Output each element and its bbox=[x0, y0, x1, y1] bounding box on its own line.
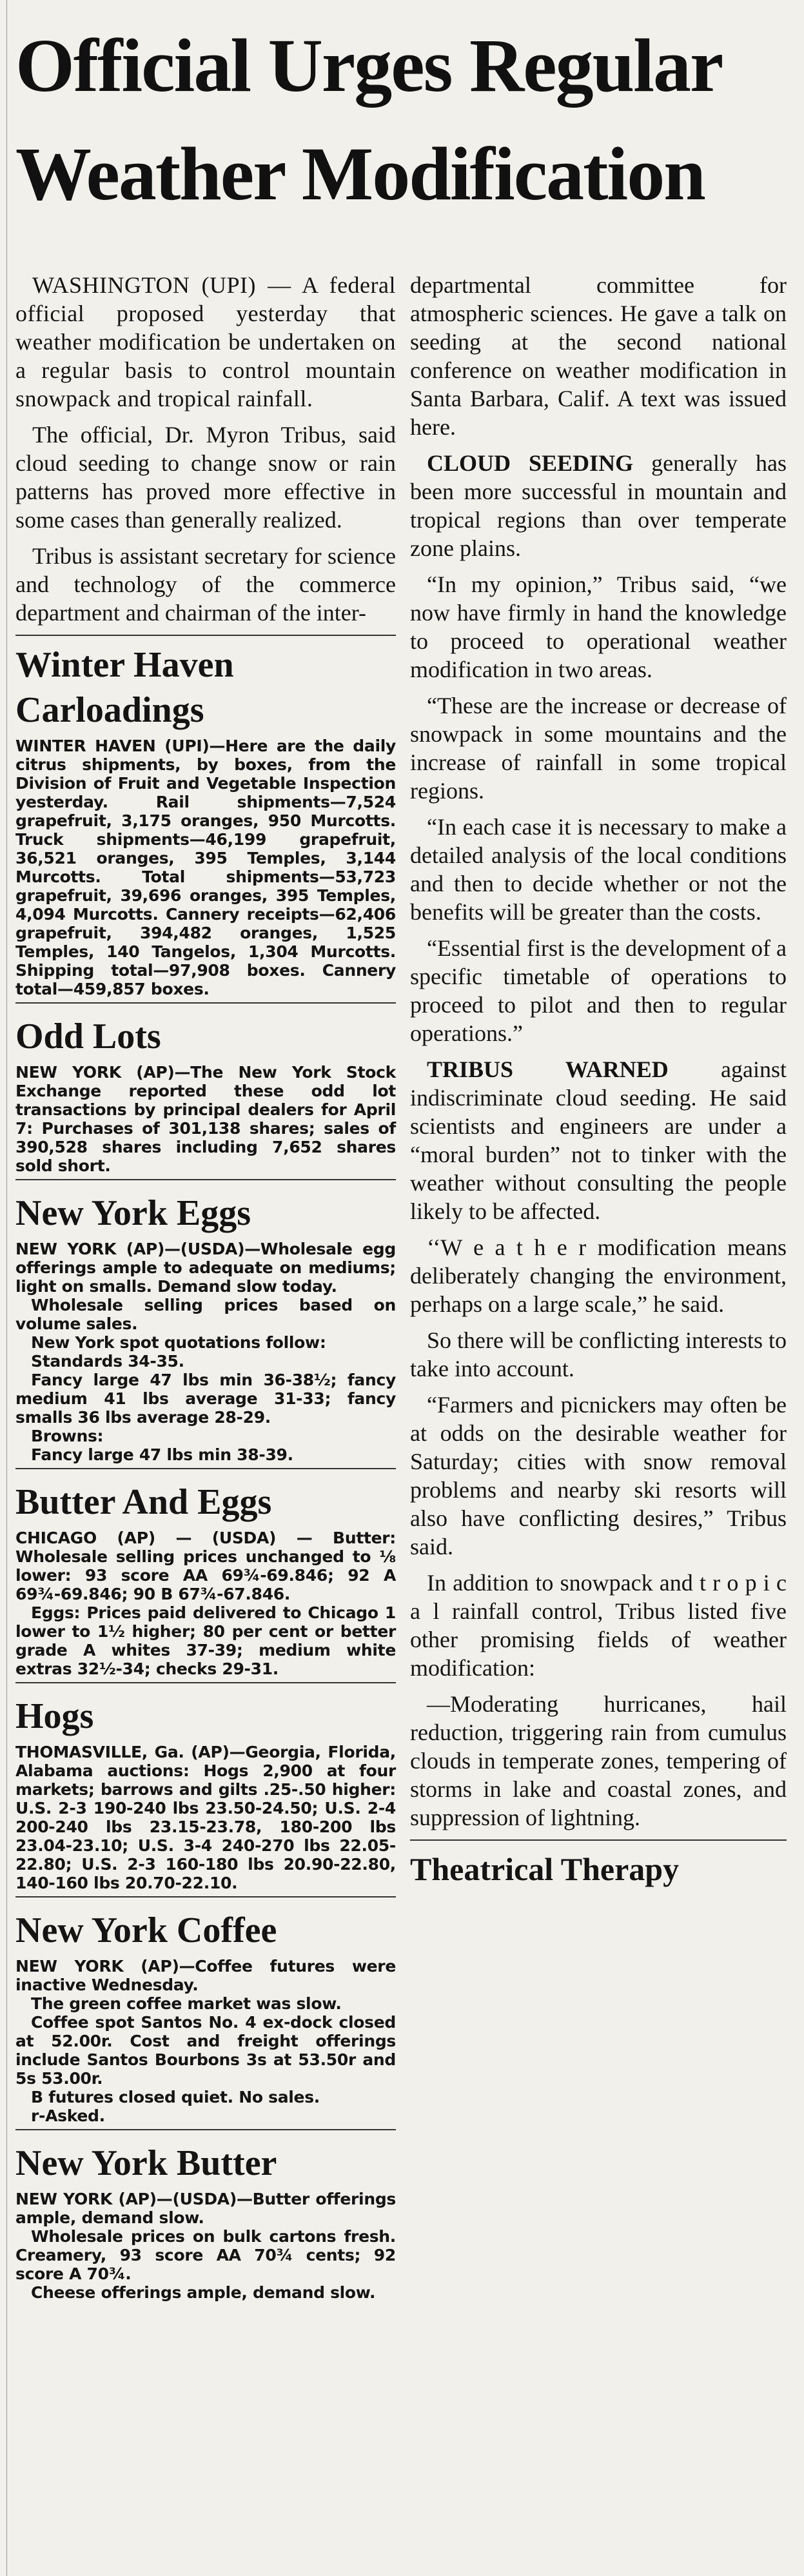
brief-title: Butter And Eggs bbox=[15, 1482, 272, 1522]
brief-section bbox=[15, 1480, 396, 1683]
brief-paragraph: THOMASVILLE, Ga. (AP)—Georgia, Florida, Alabama auctions: Hogs 2,900 at four markets; barrows and gilts .25-.50 higher: U.S. 2-3 190-240 lbs 23.50-24.50; U.S. 2-4 200-240 lbs 23.15-23.78, 180-200 lbs 23.04-23.10; U.S. 3-4 240-270 lbs 22.05-22.80; U.S. 2-3 160-180 lbs 20.90-22.80, 140-160 lbs 20.70-22.10. bbox=[15, 1743, 396, 1892]
section-divider bbox=[15, 635, 396, 636]
article-paragraph: The official, Dr. Myron Tribus, said cloud seeding to change snow or rain patterns has proved more effective in some cases than generally realized. bbox=[15, 422, 396, 533]
paragraph-text: generally has been more successful in mountain and tropical regions than over temperate zone plains. bbox=[410, 450, 787, 561]
brief-paragraph: Fancy large 47 lbs min 36-38½; fancy medium 41 lbs average 31-33; fancy smalls 36 lbs average 28-29. bbox=[15, 1371, 396, 1427]
brief-paragraph: NEW YORK (AP)—The New York Stock Exchange reported these odd lot transactions by principal dealers for April 7: Purchases of 301,138 shares; sales of 390,528 shares including 7,652 shares sold short. bbox=[15, 1063, 396, 1175]
paragraph-text: “Farmers and picnickers may often be at odds on the desirable weather for Saturday; cities with snow removal problems and nearby ski resorts will also have conflicting desires,” Tribus said. bbox=[410, 1392, 787, 1560]
brief-title: New York Butter bbox=[15, 2143, 277, 2183]
left-column bbox=[15, 271, 396, 2312]
brief-paragraph: WINTER HAVEN (UPI)—Here are the daily citrus shipments, by boxes, from the Division of Fruit and Vegetable Inspection yesterday. Rail shipments—7,524 grapefruit, 3,175 oranges, 950 Murcotts. Truck shipments—46,199 grapefruit, 36,521 oranges, 395 Temples, 3,144 Murcotts. Total shipments—53,723 grapefruit, 39,696 oranges, 395 Temples, 4,094 Murcotts. Cannery receipts—62,406 grapefruit, 394,482 oranges, 1,525 Temples, 140 Tangelos, 1,304 Murcotts. Shipping total—97,908 boxes. Cannery total—459,857 boxes. bbox=[15, 737, 396, 998]
headline-line-2: Weather Modification bbox=[15, 132, 705, 216]
paragraph-kicker: TRIBUS WARNED bbox=[427, 1056, 669, 1082]
brief-paragraph: Eggs: Prices paid delivered to Chicago 1 lower to 1½ higher; 80 per cent or better grade A whites 37-39; medium white extras 32½-34; checks 29-31. bbox=[15, 1603, 396, 1678]
brief-paragraph: NEW YORK (AP)—Coffee futures were inactive Wednesday. bbox=[15, 1957, 396, 1994]
section-divider bbox=[15, 1179, 396, 1180]
paragraph-text: “These are the increase or decrease of snowpack in some mountains and the increase of rainfall in some tropical regions. bbox=[410, 693, 787, 804]
section-divider bbox=[410, 1839, 787, 1841]
article-paragraph bbox=[410, 449, 787, 562]
article-paragraph bbox=[410, 1569, 787, 1682]
brief-paragraph: New York spot quotations follow: bbox=[31, 1333, 326, 1352]
brief-title: New York Coffee bbox=[15, 1910, 277, 1950]
brief-section bbox=[15, 1694, 396, 1897]
paragraph-text: In addition to snowpack and t r o p i c a l rainfall control, Tribus listed five other promising fields of weather modification: bbox=[410, 1570, 787, 1681]
brief-paragraph: NEW YORK (AP)—(USDA)—Butter offerings ample, demand slow. bbox=[15, 2190, 396, 2227]
section-divider bbox=[15, 1682, 396, 1683]
paragraph-text: —Moderating hurricanes, hail reduction, triggering rain from cumulus clouds in temperate zones, tempering of storms in lake and coastal zones, and suppression of lightning. bbox=[410, 1691, 787, 1830]
brief-paragraph: The green coffee market was slow. bbox=[31, 1994, 342, 2013]
brief-paragraph: B futures closed quiet. No sales. bbox=[31, 2088, 320, 2106]
brief-section bbox=[15, 1908, 396, 2130]
brief-title: Hogs bbox=[15, 1696, 94, 1736]
headline-line-1: Official Urges Regular bbox=[15, 23, 723, 108]
article-paragraph bbox=[410, 570, 787, 684]
market-briefs bbox=[15, 642, 396, 2302]
article-paragraph bbox=[410, 1326, 787, 1383]
paragraph-text: ‘‘W e a t h e r modification means deliberately changing the environment, perhaps on a large scale,” he said. bbox=[410, 1234, 787, 1317]
article-continuation bbox=[410, 271, 787, 1832]
brief-paragraph: NEW YORK (AP)—(USDA)—Wholesale egg offerings ample to adequate on mediums; light on smalls. Demand slow today. bbox=[15, 1240, 396, 1296]
brief-paragraph: Standards 34-35. bbox=[31, 1352, 184, 1371]
brief-paragraph: Browns: bbox=[31, 1427, 104, 1445]
brief-title: Odd Lots bbox=[15, 1016, 161, 1056]
brief-section bbox=[15, 2141, 396, 2302]
article-paragraph bbox=[410, 1391, 787, 1561]
article-paragraph bbox=[410, 691, 787, 805]
brief-paragraph: r-Asked. bbox=[31, 2106, 105, 2125]
section-divider bbox=[15, 1896, 396, 1897]
brief-paragraph: Cheese offerings ample, demand slow. bbox=[31, 2283, 376, 2302]
headline bbox=[15, 12, 789, 228]
paragraph-text: against indiscriminate cloud seeding. He said scientists and engineers are under a “moral burden” not to tinker with the weather without consulting the people likely to be affected. bbox=[410, 1056, 787, 1224]
article-paragraph: Tribus is assistant secretary for science and technology of the commerce department and chairman of the inter- bbox=[15, 543, 396, 626]
brief-section bbox=[15, 1191, 396, 1469]
article-paragraph bbox=[410, 1690, 787, 1832]
article-paragraph bbox=[410, 934, 787, 1047]
brief-paragraph: Coffee spot Santos No. 4 ex-dock closed at 52.00r. Cost and freight offerings include Santos Bourbons 3s at 53.50r and 5s 53.00r. bbox=[15, 2013, 396, 2088]
brief-paragraph: Wholesale prices on bulk cartons fresh. Creamery, 93 score AA 70¾ cents; 92 score A 70¾. bbox=[15, 2227, 396, 2283]
right-column bbox=[410, 271, 787, 1888]
paragraph-text: “In my opinion,” Tribus said, “we now have firmly in hand the knowledge to proceed to operational weather modification in two areas. bbox=[410, 571, 787, 682]
article-paragraph bbox=[410, 271, 787, 441]
paragraph-kicker: CLOUD SEEDING bbox=[427, 450, 634, 476]
section-divider bbox=[15, 1468, 396, 1469]
paragraph-text: departmental committee for atmospheric sciences. He gave a talk on seeding at the second national conference on weather modification in Santa Barbara, Calif. A text was issued here. bbox=[410, 272, 787, 440]
article-paragraph bbox=[410, 813, 787, 926]
section-divider bbox=[15, 1002, 396, 1004]
brief-paragraph: Wholesale selling prices based on volume sales. bbox=[15, 1296, 396, 1333]
article-paragraph bbox=[410, 1055, 787, 1225]
paragraph-text: So there will be conflicting interests to take into account. bbox=[410, 1327, 787, 1382]
brief-section bbox=[15, 642, 396, 1004]
brief-paragraph: CHICAGO (AP) — (USDA) — Butter: Wholesale selling prices unchanged to ⅛ lower: 93 score AA 69¾-69.846; 92 A 69¾-69.846; 90 B 67¾-67.846. bbox=[15, 1529, 396, 1603]
brief-title: Winter Haven Carloadings bbox=[15, 645, 234, 730]
paragraph-text: “Essential first is the development of a specific timetable of operations to proceed to pilot and then to regular operations.” bbox=[410, 935, 787, 1046]
article-paragraph: WASHINGTON (UPI) — A federal official proposed yesterday that weather modification be undertaken on a regular basis to control mountain snowpack and tropical rainfall. bbox=[15, 272, 396, 411]
brief-title: New York Eggs bbox=[15, 1193, 251, 1233]
brief-paragraph: Fancy large 47 lbs min 38-39. bbox=[31, 1445, 293, 1464]
next-headline: Theatrical Therapy bbox=[410, 1851, 680, 1887]
left-margin-strip bbox=[0, 0, 7, 2576]
article-paragraph bbox=[410, 1233, 787, 1318]
paragraph-text: “In each case it is necessary to make a detailed analysis of the local conditions and then to decide whether or not the benefits will be greater than the costs. bbox=[410, 814, 787, 925]
brief-section bbox=[15, 1014, 396, 1180]
section-divider bbox=[15, 2129, 396, 2130]
